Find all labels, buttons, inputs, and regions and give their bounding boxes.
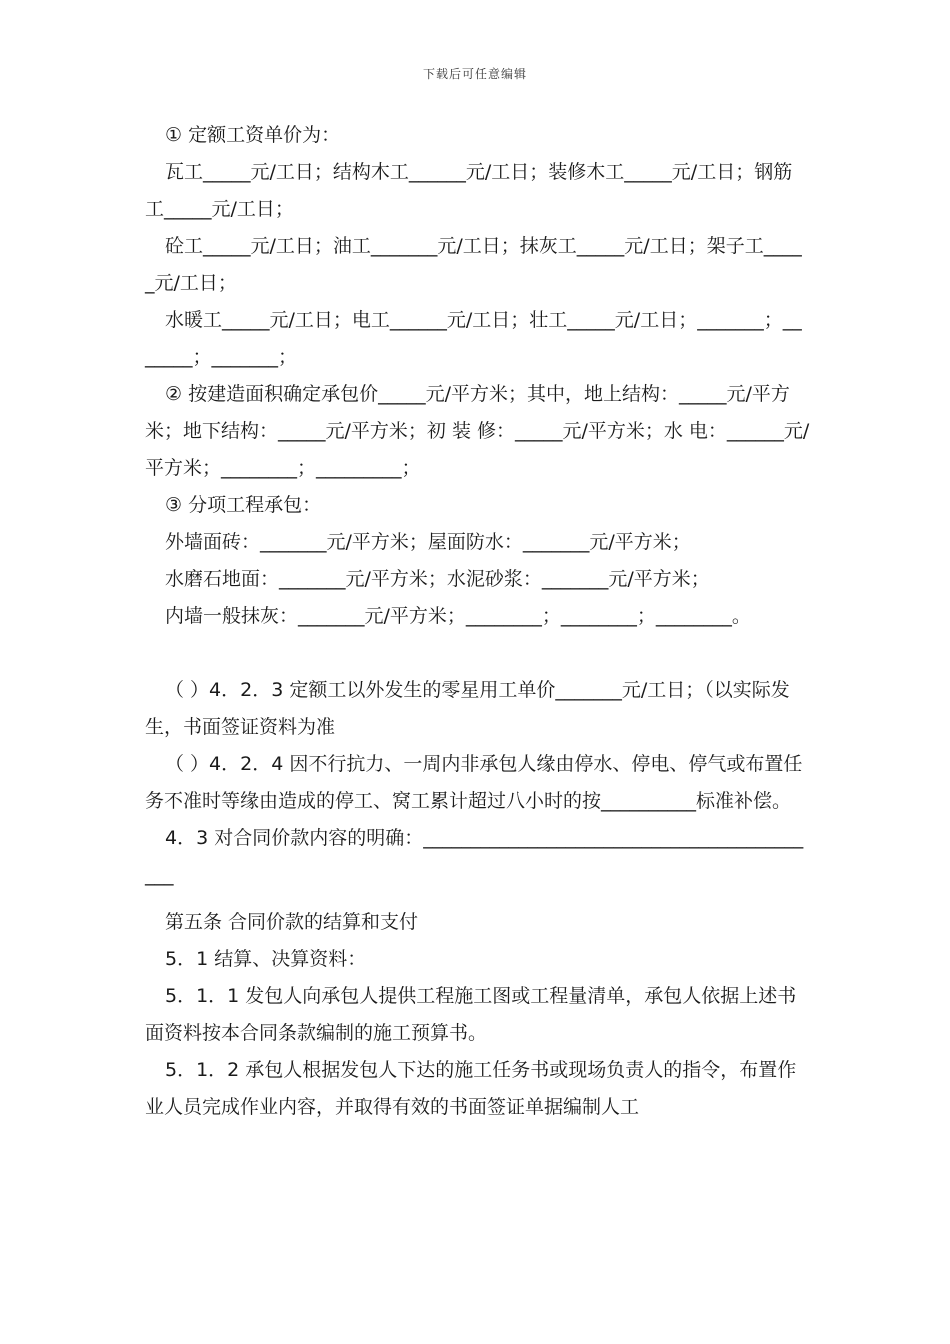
paragraph-spacer-small <box>145 894 810 904</box>
paragraph-5-1-2: 5．1．2 承包人根据发包人下达的施工任务书或现场负责人的指令，布置作业人员完成作业内容，并取得有效的书面签证单据编制人工 <box>145 1059 797 1118</box>
paragraph-rate-title: ① 定额工资单价为： <box>165 124 341 146</box>
paragraph-rates-3: 水暖工_____元/工日；电工______元/工日；壮工_____元/工日；_______；_______；_______； <box>145 309 802 368</box>
article-5-heading: 第五条 合同价款的结算和支付 <box>165 911 419 933</box>
paragraph-5-1: 5．1 结算、决算资料： <box>165 948 367 970</box>
paragraph-rates-2: 砼工_____元/工日；油工_______元/工日；抹灰工_____元/工日；架子工_____元/工日； <box>145 235 802 294</box>
paragraph-subcontract-2: 水磨石地面：_______元/平方米；水泥砂浆：_______元/平方米； <box>165 568 710 590</box>
paragraph-subcontract-3: 内墙一般抹灰：_______元/平方米；________；________；________。 <box>165 605 751 627</box>
paragraph-area-price: ② 按建造面积确定承包价_____元/平方米；其中，地上结构：_____元/平方米；地下结构：_____元/平方米；初 装 修：_____元/平方米；水 电：______元/平方米；________；_________； <box>145 383 810 479</box>
paragraph-subcontract-title: ③ 分项工程承包： <box>165 494 322 516</box>
paragraph-rates-1: 瓦工_____元/工日；结构木工______元/工日；装修木工_____元/工日；钢筋工_____元/工日； <box>145 161 793 220</box>
document-body <box>145 117 810 1126</box>
paragraph-4-2-4: （ ）4．2．4 因不行抗力、一周内非承包人缘由停水、停电、停气或布置任务不准时等缘由造成的停工、窝工累计超过八小时的按__________标准补偿。 <box>145 753 803 812</box>
paragraph-4-3: 4．3 对合同价款内容的明确：___________________________________________ <box>145 827 804 886</box>
paragraph-5-1-1: 5．1．1 发包人向承包人提供工程施工图或工程量清单，承包人依据上述书面资料按本合同条款编制的施工预算书。 <box>145 985 797 1044</box>
paragraph-subcontract-1: 外墙面砖：_______元/平方米；屋面防水：_______元/平方米； <box>165 531 691 553</box>
paragraph-4-2-3: （ ）4．2．3 定额工以外发生的零星用工单价_______元/工日；（以实际发生，书面签证资料为准 <box>145 679 790 738</box>
page-header: 下载后可任意编辑 <box>422 67 527 81</box>
paragraph-spacer <box>145 635 810 672</box>
